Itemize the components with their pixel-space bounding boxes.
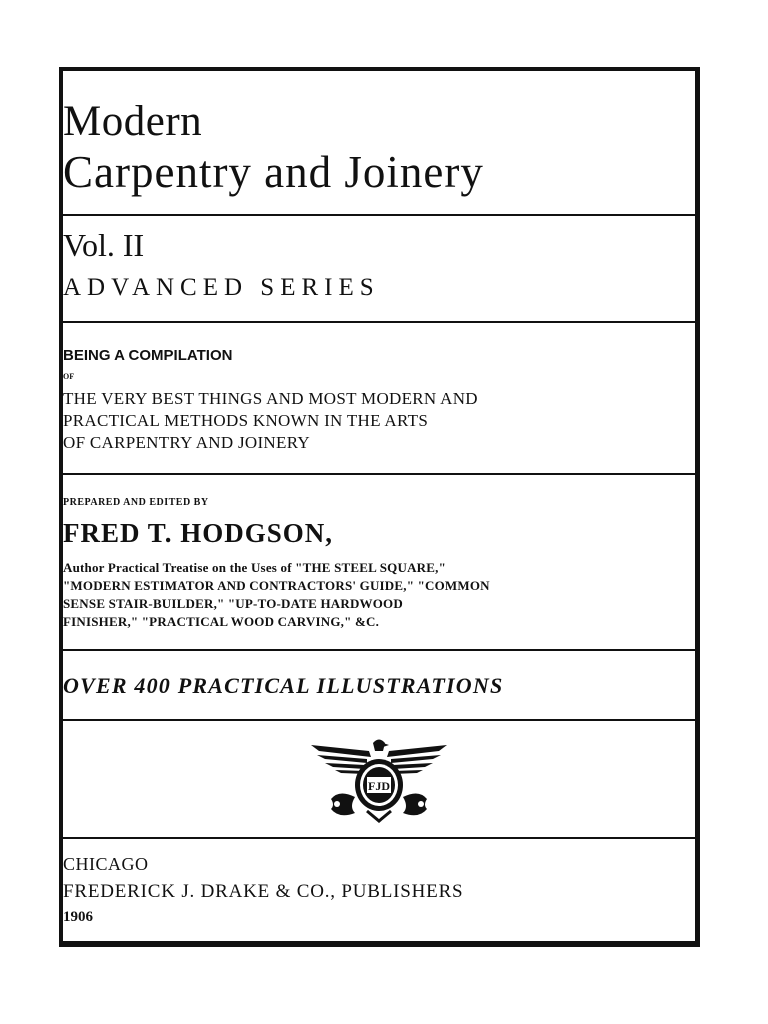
publisher-eagle-emblem-icon (309, 737, 449, 823)
author-credits-line-3: SENSE STAIR-BUILDER," "UP-TO-DATE HARDWOOD (63, 596, 403, 611)
divider-rule (63, 321, 695, 323)
compilation-line-2: PRACTICAL METHODS KNOWN IN THE ARTS (63, 411, 429, 430)
author-name: FRED T. HODGSON, (63, 518, 334, 548)
divider-rule (63, 214, 695, 216)
compilation-line-3: OF CARPENTRY AND JOINERY (63, 433, 310, 452)
volume-label: Vol. II (63, 227, 145, 263)
author-credits-line-1: Author Practical Treatise on the Uses of "THE STEEL SQUARE," (63, 560, 446, 575)
series-label: ADVANCED SERIES (63, 274, 380, 301)
compilation-heading: BEING A COMPILATION (63, 347, 233, 364)
divider-rule (63, 649, 695, 651)
compilation-of: OF (63, 372, 75, 381)
author-credits-line-2: "MODERN ESTIMATOR AND CONTRACTORS' GUIDE," "COMMON (63, 578, 490, 593)
divider-rule (63, 473, 695, 475)
illustrations-note: OVER 400 PRACTICAL ILLUSTRATIONS (63, 673, 504, 698)
title-line-1: Modern (63, 98, 203, 145)
emblem-monogram: FJD (368, 779, 390, 793)
title-page-frame (59, 67, 700, 947)
imprint-year: 1906 (63, 909, 93, 925)
title-line-2: Carpentry and Joinery (63, 147, 484, 197)
compilation-line-1: THE VERY BEST THINGS AND MOST MODERN AND (63, 389, 478, 408)
imprint-city: CHICAGO (63, 854, 149, 874)
author-credits-line-4: FINISHER," "PRACTICAL WOOD CARVING," &C. (63, 614, 380, 629)
divider-rule (63, 719, 695, 721)
imprint-publisher: FREDERICK J. DRAKE & CO., PUBLISHERS (63, 881, 464, 902)
prepared-by-label: PREPARED AND EDITED BY (63, 497, 209, 508)
divider-rule (63, 837, 695, 839)
